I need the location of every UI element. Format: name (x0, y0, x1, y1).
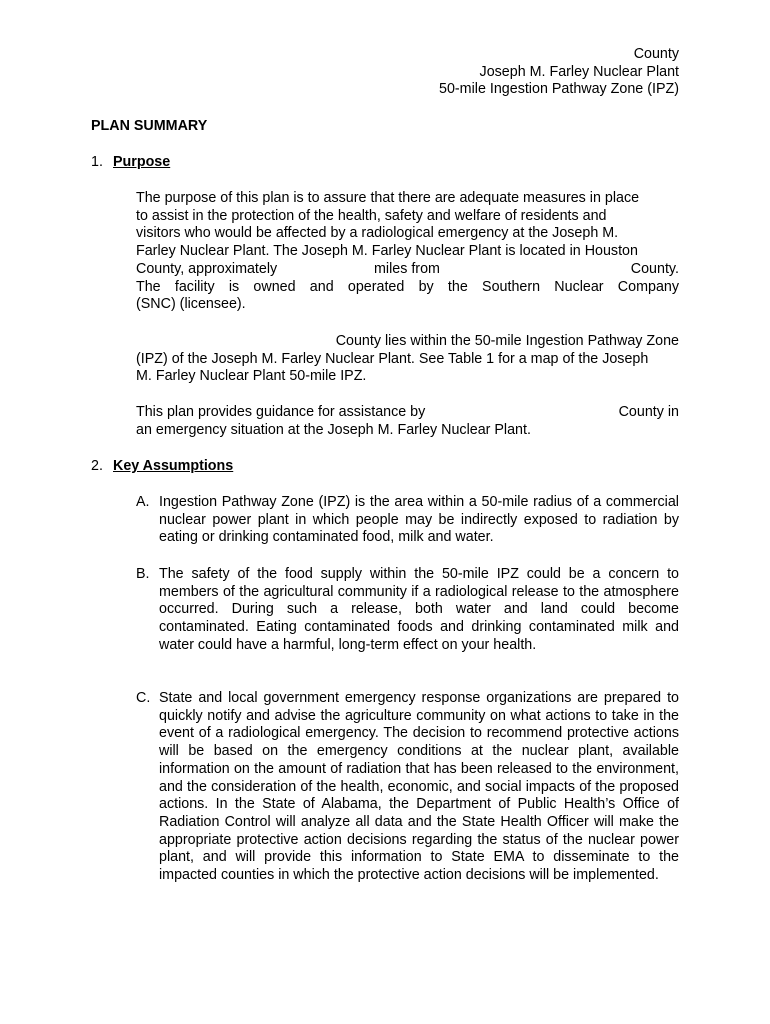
text-line: County lies within the 50-mile Ingestion Pathway Zone (335, 333, 679, 349)
assumption-item-b (136, 566, 679, 655)
text-line: The facility is owned and operated by the Southern Nuclear Company (136, 278, 679, 295)
text-line: (IPZ) of the Joseph M. Farley Nuclear Plant. See Table 1 for a map of the Joseph (136, 350, 649, 367)
text-fragment: This plan provides guidance for assistance by (136, 404, 426, 420)
header-ipz: 50-mile Ingestion Pathway Zone (IPZ) (439, 81, 679, 98)
text-fragment: County in (618, 404, 679, 420)
header-plant: Joseph M. Farley Nuclear Plant (479, 63, 679, 80)
section-key-assumptions-heading (91, 458, 233, 476)
plan-summary-heading: PLAN SUMMARY (91, 118, 208, 134)
section-number: 1. (91, 154, 103, 170)
text-fragment: County. (630, 260, 679, 277)
purpose-paragraph-1 (136, 190, 679, 314)
text-line: an emergency situation at the Joseph M. Farley Nuclear Plant. (136, 421, 531, 438)
text-line: (SNC) (licensee). (136, 296, 246, 313)
document-header (439, 46, 679, 99)
text-line: Farley Nuclear Plant. The Joseph M. Farley Nuclear Plant is located in Houston (136, 243, 638, 260)
text-line: visitors who would be affected by a radiological emergency at the Joseph M. (136, 225, 619, 242)
section-purpose-heading (91, 154, 170, 172)
item-label: C. (136, 690, 151, 706)
text-fragment: miles from (374, 260, 440, 277)
purpose-paragraph-3 (136, 404, 679, 439)
item-text: Ingestion Pathway Zone (IPZ) is the area within a 50-mile radius of a commercial nuclear power plant in which people may be indirectly exposed to radiation by eating or drinking contaminated food, milk and water. (159, 494, 679, 546)
assumption-item-a (136, 494, 679, 547)
assumption-item-c (136, 690, 679, 885)
text-line (136, 261, 679, 279)
item-text: State and local government emergency response organizations are prepared to quickly notify and advise the agriculture community on what actions to take in the event of a radiological emergency. The decision to recommend protective actions will be based on the emergency conditions at the nuclear plant, available information on the amount of radiation that has been released to the environment, and the consideration of the health, economic, and social impacts of the proposed actions. In the State of Alabama, the Department of Public Health’s Office of Radiation Control will analyze all data and the State Health Officer will make the appropriate protective action decisions regarding the status of the nuclear power plant, and will provide this information to State EMA to disseminate to the impacted counties in which the protective action decisions will be implemented. (159, 690, 679, 884)
text-fragment: County, approximately (136, 260, 278, 277)
text-line: The purpose of this plan is to assure that there are adequate measures in place (136, 190, 640, 206)
text-line: to assist in the protection of the health, safety and welfare of residents and (136, 207, 607, 224)
section-title: Key Assumptions (113, 458, 234, 474)
item-label: B. (136, 566, 150, 582)
section-title: Purpose (113, 154, 171, 170)
text-line: M. Farley Nuclear Plant 50-mile IPZ. (136, 368, 367, 385)
text-line (136, 404, 679, 422)
purpose-paragraph-2 (136, 333, 679, 386)
item-text: The safety of the food supply within the 50-mile IPZ could be a concern to members of the agricultural community if a radiological release to the atmosphere occurred. During such a release, both water and land could become contaminated. Eating contaminated foods and drinking contaminated milk and water could have a harmful, long-term effect on your health. (159, 566, 679, 653)
section-number: 2. (91, 458, 103, 474)
item-label: A. (136, 494, 150, 510)
header-county: County (633, 46, 679, 62)
